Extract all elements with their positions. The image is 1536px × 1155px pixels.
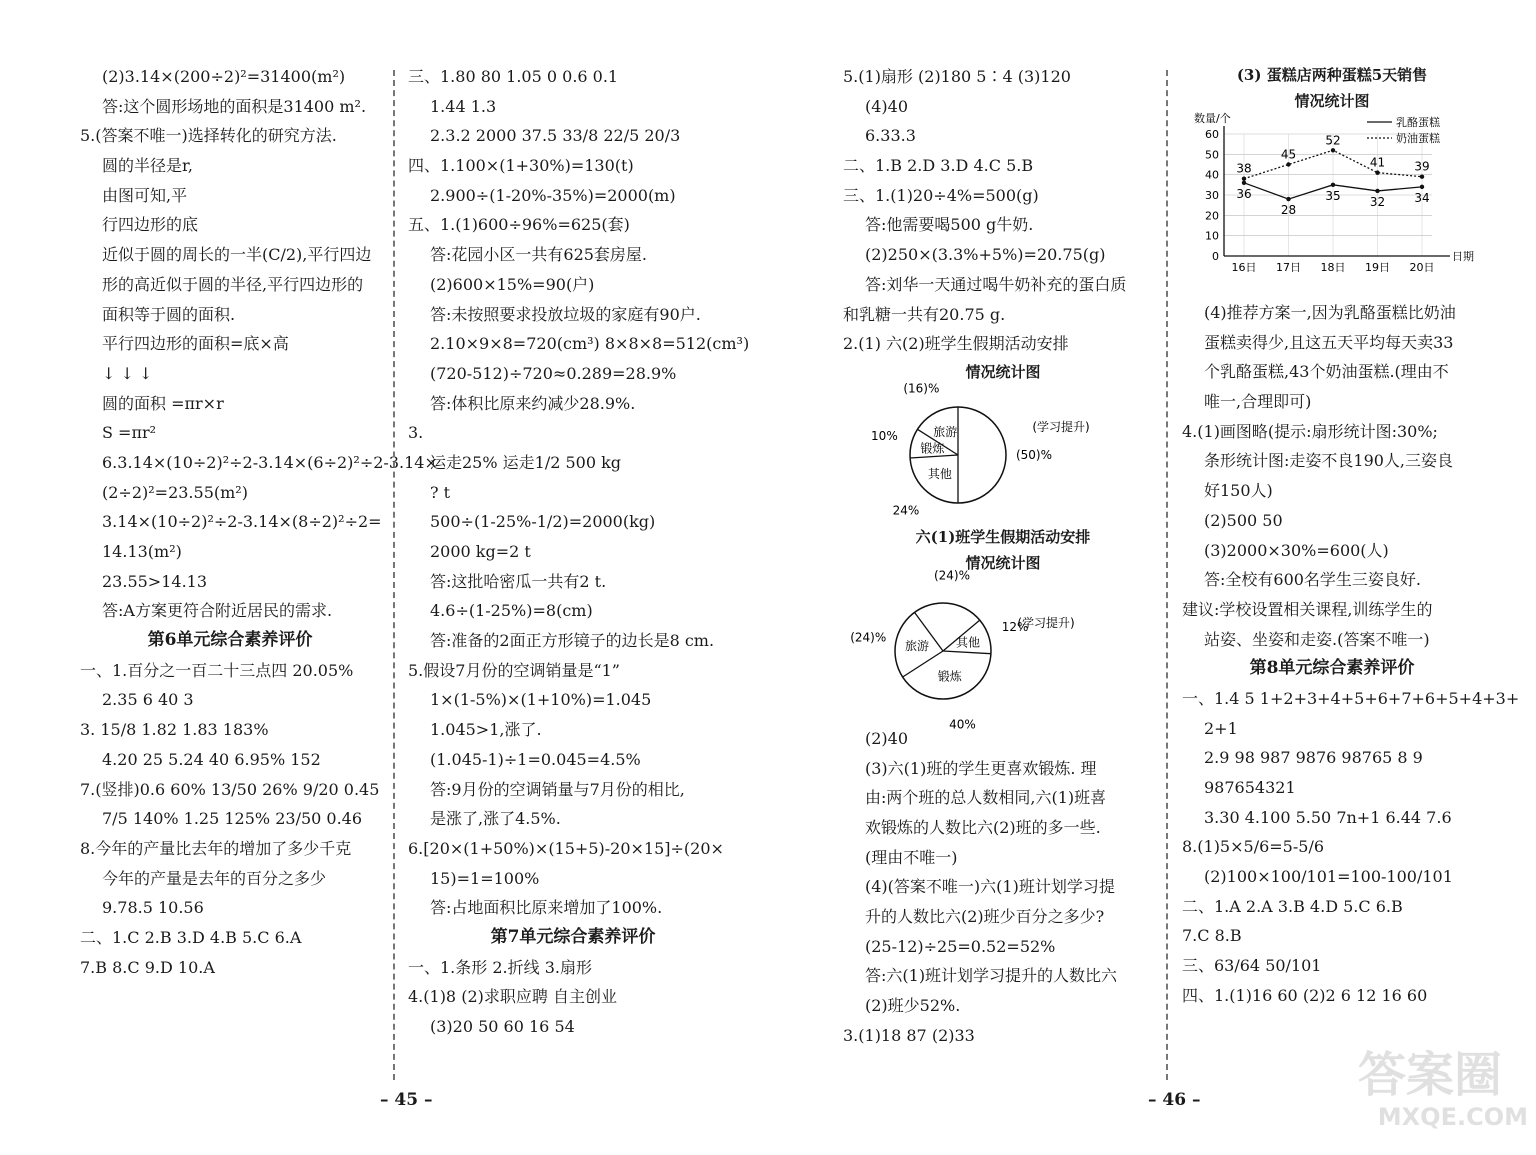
answer-line: 2.900÷(1-20%-35%)=2000(m) <box>430 185 676 205</box>
answer-line: 9.78.5 10.56 <box>102 898 204 918</box>
data-label: 41 <box>1369 155 1386 170</box>
answer-line: 站姿、坐姿和走姿.(答案不唯一) <box>1204 629 1430 649</box>
section-heading: 第8单元综合素养评价 <box>1249 658 1415 679</box>
line-chart-title-1: 蛋糕店两种蛋糕5天销售 <box>1266 66 1428 84</box>
answer-line: 2.9 98 987 9876 98765 8 9 <box>1204 748 1423 768</box>
answer-line: 唯一,合理即可) <box>1204 392 1312 412</box>
answer-line: 形的高近似于圆的半径,平行四边形的 <box>102 274 364 294</box>
answer-line: (2)500 50 <box>1204 510 1283 530</box>
answer-line: 二、1.B 2.D 3.D 4.C 5.B <box>843 156 1034 176</box>
line-chart-svg <box>1182 114 1482 294</box>
legend-label: 奶油蛋糕 <box>1396 132 1440 145</box>
answer-line: ↓ ↓ ↓ <box>102 363 153 383</box>
answer-line: (3)2000×30%=600(人) <box>1204 540 1389 560</box>
y-tick-label: 40 <box>1205 168 1219 182</box>
answer-line: 答:他需要喝500 g牛奶. <box>865 215 1034 235</box>
answer-line: 个乳酪蛋糕,43个奶油蛋糕.(理由不 <box>1204 362 1449 382</box>
answer-line: 3.30 4.100 5.50 7n+1 6.44 7.6 <box>1204 807 1452 827</box>
pie-pct-label: (16)% <box>903 381 940 396</box>
answer-line: (3)六(1)班的学生更喜欢锻炼. 理 <box>865 758 1097 778</box>
x-tick-label: 16日 <box>1231 261 1257 274</box>
answer-line: 2.3.2 2000 37.5 33/8 22/5 20/3 <box>430 126 681 146</box>
answer-line: 二、1.C 2.B 3.D 4.B 5.C 6.A <box>80 927 302 947</box>
pie-slice-boundary <box>943 651 991 654</box>
answer-line: 条形统计图:走姿不良190人,三姿良 <box>1204 451 1454 471</box>
answer-line: 8.(1)5×5/6=5-5/6 <box>1182 837 1325 857</box>
data-point <box>1420 175 1424 179</box>
y-tick-label: 50 <box>1205 148 1219 162</box>
x-tick-label: 19日 <box>1365 261 1390 274</box>
answer-line: 行四边形的底 <box>102 215 199 235</box>
answer-line: 答:准备的2面正方形镜子的边长是8 cm. <box>430 631 715 651</box>
answer-line: 答:六(1)班计划学习提升的人数比六 <box>865 966 1118 986</box>
answer-line: 答:全校有600名学生三姿良好. <box>1204 570 1422 590</box>
answer-line: 2.(1) 六(2)班学生假期活动安排 <box>843 334 1069 354</box>
right-page <box>768 0 1536 1155</box>
answer-line: 6.33.3 <box>865 126 916 146</box>
pie-pct-label: (24)% <box>933 568 971 583</box>
answer-line: 蛋糕卖得少,且这五天平均每天卖33 <box>1204 332 1454 352</box>
data-label: 52 <box>1325 133 1341 148</box>
pie-pct-label: 24% <box>892 503 920 518</box>
answer-line: 3.(1)18 87 (2)33 <box>843 1025 975 1045</box>
answer-line: 4.6÷(1-25%)=8(cm) <box>430 601 593 621</box>
answer-line: 1.44 1.3 <box>430 96 497 116</box>
answer-line: 答:未按照要求投放垃圾的家庭有90户. <box>430 304 701 324</box>
line-chart-title-2: 情况统计图 <box>1294 92 1370 110</box>
answer-line: 6.[20×(1+50%)×(15+5)-20×15]÷(20× <box>408 838 724 858</box>
answer-line: 由图可知,平 <box>102 185 188 205</box>
x-axis-label: 日期 <box>1452 250 1474 263</box>
data-point <box>1242 181 1246 185</box>
pie-pct-label: (50)% <box>1015 447 1053 462</box>
answer-line: 答:体积比原来约减少28.9%. <box>430 393 636 413</box>
answer-line: 14.13(m²) <box>102 542 182 561</box>
data-label: 35 <box>1325 188 1341 203</box>
line-chart-block <box>1182 62 1482 298</box>
answer-line: 三、63/64 50/101 <box>1182 956 1322 976</box>
answer-line: 23.55>14.13 <box>102 571 208 591</box>
answer-line: 1.045>1,涨了. <box>430 720 542 740</box>
y-axis-label: 数量/个 <box>1194 112 1231 125</box>
middle-left-column <box>408 62 750 1042</box>
answer-line: 是涨了,涨了4.5%. <box>430 809 561 829</box>
page-number: – 46 – <box>1148 1090 1201 1110</box>
answer-line: 6.3.14×(10÷2)²÷2-3.14×(6÷2)²÷2-3.14× <box>102 452 438 472</box>
answer-line: 2000 kg=2 t <box>430 542 531 561</box>
answer-line: ? t <box>430 482 451 502</box>
answer-line: (2)250×(3.3%+5%)=20.75(g) <box>865 245 1106 265</box>
answer-line: 2.35 6 40 3 <box>102 690 194 710</box>
answer-line: 7/5 140% 1.25 125% 23/50 0.46 <box>102 809 363 829</box>
pie-paren-label: (学习提升) <box>1032 419 1090 434</box>
pie2-title-1: 六(1)班学生假期活动安排 <box>915 527 1091 546</box>
answer-line: 7.(竖排)0.6 60% 13/50 26% 9/20 0.45 <box>80 779 380 799</box>
answer-line: 五、1.(1)600÷96%=625(套) <box>408 215 630 235</box>
data-point <box>1242 177 1246 181</box>
y-tick-label: 30 <box>1205 189 1219 202</box>
answer-line: 500÷(1-25%-1/2)=2000(kg) <box>430 512 656 532</box>
answer-line: 5.(1)扇形 (2)180 5∶4 (3)120 <box>843 67 1071 86</box>
pie-slice-label: 锻炼 <box>920 441 945 456</box>
answer-line: 欢锻炼的人数比六(2)班的多一些. <box>865 817 1101 837</box>
section-heading: 第7单元综合素养评价 <box>490 926 656 947</box>
answer-line: (720-512)÷720≈0.289=28.9% <box>430 363 677 383</box>
pie-pct-label: 40% <box>949 717 976 732</box>
answer-line: 三、1.(1)20÷4%=500(g) <box>843 185 1039 205</box>
data-point <box>1286 162 1290 166</box>
pie-chart-class61 <box>843 524 1163 732</box>
answer-line: 圆的半径是r, <box>102 156 193 176</box>
answer-line: 5.假设7月份的空调销量是“1” <box>408 660 620 680</box>
answer-line: 和乳糖一共有20.75 g. <box>843 304 1006 324</box>
answer-line: 答:这个圆形场地的面积是31400 m². <box>102 96 367 116</box>
section-heading: 第6单元综合素养评价 <box>147 630 313 651</box>
y-tick-label: 20 <box>1205 209 1219 223</box>
answer-line: 3.14×(10÷2)²÷2-3.14×(8÷2)²÷2= <box>102 512 382 532</box>
answer-line: 二、1.A 2.A 3.B 4.D 5.C 6.B <box>1182 896 1403 916</box>
pie-pct-label: (24)% <box>850 630 887 645</box>
pie-slice-label: 其他 <box>956 635 981 650</box>
data-label: 28 <box>1280 203 1297 218</box>
y-tick-label: 0 <box>1212 250 1219 263</box>
answer-line: (2)3.14×(200÷2)²=31400(m²) <box>102 67 346 86</box>
answer-line: (4)(答案不唯一)六(1)班计划学习提 <box>865 877 1115 897</box>
answer-line: 四、1.100×(1+30%)=130(t) <box>408 156 634 176</box>
legend-label: 乳酪蛋糕 <box>1396 116 1440 129</box>
answer-line: (25-12)÷25=0.52=52% <box>865 936 1056 956</box>
data-label: 38 <box>1236 161 1252 176</box>
answer-line: S =πr² <box>102 423 157 443</box>
answer-line: 三、1.80 80 1.05 0 0.6 0.1 <box>408 67 619 86</box>
x-tick-label: 17日 <box>1276 261 1301 274</box>
pie2-svg <box>843 568 1163 732</box>
answer-line: (2)40 <box>865 728 909 748</box>
data-label: 39 <box>1414 159 1430 174</box>
answer-line: 答:9月份的空调销量与7月份的相比, <box>430 779 685 799</box>
answer-line: 由:两个班的总人数相同,六(1)班喜 <box>865 788 1107 808</box>
data-point <box>1286 197 1290 201</box>
answer-line: (2÷2)²=23.55(m²) <box>102 482 248 502</box>
page-number: – 45 – <box>380 1090 433 1110</box>
answer-line: (2)100×100/101=100-100/101 <box>1204 867 1453 887</box>
answer-line: 圆的面积 =πr×r <box>102 393 224 413</box>
answer-line: 升的人数比六(2)班少百分之多少? <box>865 907 1105 926</box>
answer-line: 15)=1=100% <box>430 868 540 888</box>
answer-line: 一、1.百分之一百二十三点四 20.05% <box>80 660 354 680</box>
answer-line: 3. <box>408 423 424 443</box>
data-point <box>1375 189 1379 193</box>
x-tick-label: 20日 <box>1409 261 1435 274</box>
answer-line: 2+1 <box>1204 718 1238 738</box>
y-tick-label: 60 <box>1205 128 1219 141</box>
answer-line: (理由不唯一) <box>865 847 958 867</box>
answer-line: 3. 15/8 1.82 1.83 183% <box>80 720 269 740</box>
answer-line: (2)班少52%. <box>865 996 961 1016</box>
pie-paren-label: (学习提升) <box>1017 615 1075 630</box>
answer-line: 答:A方案更符合附近居民的需求. <box>102 601 333 621</box>
answer-line: 一、1.4 5 1+2+3+4+5+6+7+6+5+4+3+ <box>1182 688 1520 708</box>
answer-line: 答:这批哈密瓜一共有2 t. <box>430 571 607 591</box>
answer-line: 建议:学校设置相关课程,训练学生的 <box>1182 599 1433 619</box>
answer-line: 5.(答案不唯一)选择转化的研究方法. <box>80 126 337 146</box>
answer-line: 四、1.(1)16 60 (2)2 6 12 16 60 <box>1182 985 1428 1005</box>
answer-line: 一、1.条形 2.折线 3.扇形 <box>408 957 592 977</box>
answer-line: 答:刘华一天通过喝牛奶补充的蛋白质 <box>865 274 1127 294</box>
answer-line: 1×(1-5%)×(1+10%)=1.045 <box>430 690 652 710</box>
answer-line: 答:花园小区一共有625套房屋. <box>430 245 648 265</box>
pie-slice-label: 旅游 <box>905 639 930 654</box>
answer-line: 近似于圆的周长的一半(C/2),平行四边 <box>102 245 372 265</box>
watermark-text-2: MXQE.COM <box>1377 1103 1528 1131</box>
answer-line: 好150人) <box>1204 481 1273 501</box>
answer-line: 2.10×9×8=720(cm³) 8×8×8=512(cm³) <box>430 334 750 354</box>
watermark-logo <box>1358 1047 1528 1147</box>
y-tick-label: 10 <box>1205 229 1219 243</box>
pie-slice-boundary <box>910 455 958 458</box>
data-point <box>1420 185 1424 189</box>
answer-line: 4.20 25 5.24 40 6.95% 152 <box>102 749 321 769</box>
answer-line: (3)20 50 60 16 54 <box>430 1017 575 1036</box>
data-point <box>1331 183 1335 187</box>
pie1-svg <box>843 381 1163 525</box>
answer-line: 7.C 8.B <box>1182 926 1242 946</box>
answer-line: 平行四边形的面积=底×高 <box>102 334 289 354</box>
right-column <box>1182 62 1520 1011</box>
answer-line: 4.(1)8 (2)求职应聘 自主创业 <box>408 987 617 1007</box>
pie-pct-label: 12% <box>1001 619 1029 634</box>
left-column <box>80 62 438 982</box>
data-label: 36 <box>1236 186 1252 201</box>
pie-slice-label: 锻炼 <box>937 669 962 684</box>
answer-line: (1.045-1)÷1=0.045=4.5% <box>430 749 641 769</box>
column-divider <box>1166 70 1168 1080</box>
data-label: 32 <box>1369 194 1386 209</box>
pie2-title-2: 情况统计图 <box>965 553 1041 572</box>
answer-line: (4)推荐方案一,因为乳酪蛋糕比奶油 <box>1204 303 1456 322</box>
pie-chart-class62 <box>843 359 1163 524</box>
answer-line: 面积等于圆的面积. <box>102 304 236 324</box>
middle-right-column <box>843 62 1163 1050</box>
x-tick-label: 18日 <box>1320 261 1346 274</box>
answer-line: 8.今年的产量比去年的增加了多少千克 <box>80 838 352 858</box>
data-label: 34 <box>1414 190 1430 205</box>
answer-line: 今年的产量是去年的百分之多少 <box>102 868 327 888</box>
answer-line: 987654321 <box>1204 778 1296 797</box>
pie-slice-label: 旅游 <box>933 424 958 439</box>
answer-line: (4)40 <box>865 96 909 116</box>
column-divider <box>393 70 395 1080</box>
watermark-text-1: 答案圈 <box>1358 1047 1503 1103</box>
answer-line: 7.B 8.C 9.D 10.A <box>80 957 215 977</box>
line-chart-prefix: (3) <box>1236 66 1262 84</box>
data-point <box>1331 148 1335 152</box>
pie1-title: 情况统计图 <box>965 362 1041 381</box>
answer-line: 4.(1)画图略(提示:扇形统计图:30%; <box>1182 421 1438 441</box>
pie-pct-label: 10% <box>871 428 898 443</box>
answer-line: 答:占地面积比原来增加了100%. <box>430 898 663 918</box>
data-point <box>1375 170 1379 174</box>
answer-line: (2)600×15%=90(户) <box>430 274 595 294</box>
data-label: 45 <box>1280 147 1297 162</box>
pie-slice-label: 其他 <box>927 467 952 482</box>
answer-line: 运走25% 运走1/2 500 kg <box>430 452 622 472</box>
